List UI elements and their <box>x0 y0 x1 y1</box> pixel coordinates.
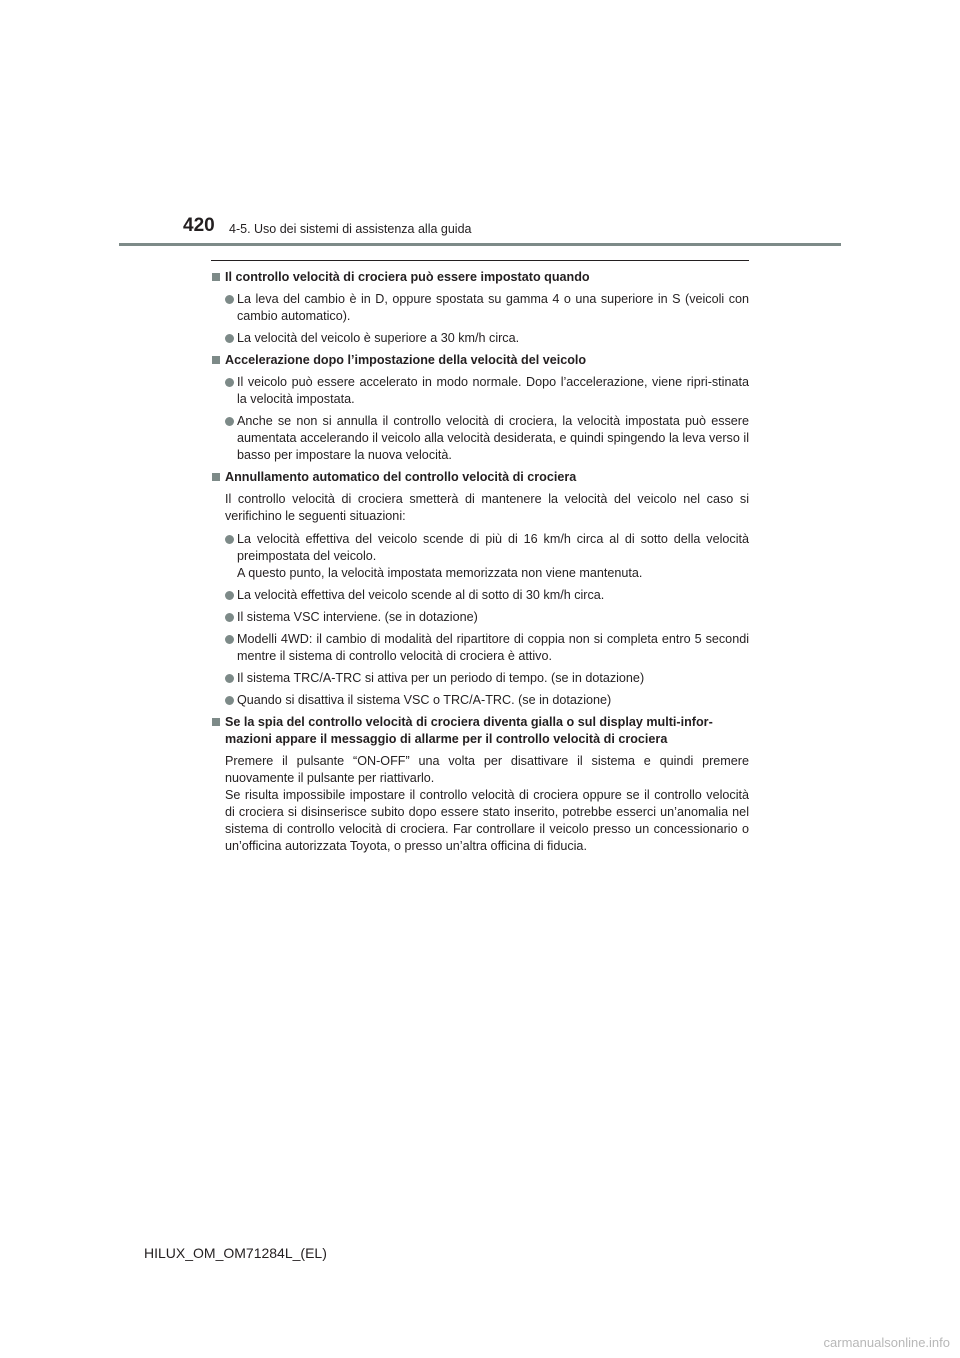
page-content <box>211 260 749 861</box>
section-intro: Il controllo velocità di crociera smetterà di mantenere la velocità del veicolo nel caso si verifichino le seguenti situazioni: <box>225 492 749 523</box>
list-item: Quando si disattiva il sistema VSC o TRC/A-TRC. (se in dotazione) <box>211 692 749 709</box>
list-item: Il veicolo può essere accelerato in modo normale. Dopo l’accelerazione, viene ripri-stinata la velocità impostata. <box>211 374 749 408</box>
list-item: Modelli 4WD: il cambio di modalità del ripartitore di coppia non si completa entro 5 secondi mentre il sistema di controllo velocità di crociera è attivo. <box>211 631 749 665</box>
section-heading-warning-light: Se la spia del controllo velocità di crociera diventa gialla o sul display multi-infor-mazioni appare il messaggio di allarme per il controllo velocità di crociera <box>211 714 749 748</box>
list-item: La velocità effettiva del veicolo scende al di sotto di 30 km/h circa. <box>211 587 749 604</box>
header-rule <box>119 243 841 246</box>
list-item: La velocità del veicolo è superiore a 30 km/h circa. <box>211 330 749 347</box>
watermark: carmanualsonline.info <box>823 1335 950 1350</box>
paragraph-line: Premere il pulsante “ON-OFF” una volta per disattivare il sistema e quindi premere nuovamente il pulsante per riattivarlo. <box>225 754 749 785</box>
list-item: Il sistema TRC/A-TRC si attiva per un periodo di tempo. (se in dotazione) <box>211 670 749 687</box>
paragraph-line: Se risulta impossibile impostare il controllo velocità di crociera oppure se il controllo velocità di crociera si disinserisce subito dopo essere stato inserito, potrebbe esserci un’anomalia nel sistema di controllo velocità di crociera. Far controllare il veicolo presso un concessionario o un’officina autorizzata Toyota, o presso un’altra officina di fiducia. <box>225 788 749 853</box>
section-heading-acceleration: Accelerazione dopo l’impostazione della velocità del veicolo <box>211 352 749 369</box>
section-heading-activation-conditions: Il controllo velocità di crociera può essere impostato quando <box>211 269 749 286</box>
list-item: Anche se non si annulla il controllo velocità di crociera, la velocità impostata può essere aumentata accelerando il veicolo alla velocità desiderata, e quindi spingendo la leva verso il basso per impostare la nuova velocità. <box>211 413 749 464</box>
list-item-text: La velocità effettiva del veicolo scende di più di 16 km/h circa al di sotto della velocità preimpostata del veicolo. <box>237 532 749 563</box>
list-item: Il sistema VSC interviene. (se in dotazione) <box>211 609 749 626</box>
section-paragraph <box>211 753 749 855</box>
page-number: 420 <box>183 215 215 236</box>
document-code: HILUX_OM_OM71284L_(EL) <box>144 1245 327 1261</box>
list-item <box>211 531 749 582</box>
section-title: 4-5. Uso dei sistemi di assistenza alla guida <box>229 222 472 236</box>
section-heading-automatic-cancellation: Annullamento automatico del controllo velocità di crociera <box>211 469 749 486</box>
list-item: La leva del cambio è in D, oppure spostata su gamma 4 o una superiore in S (veicoli con cambio automatico). <box>211 291 749 325</box>
list-item-note: A questo punto, la velocità impostata memorizzata non viene mantenuta. <box>237 566 643 580</box>
